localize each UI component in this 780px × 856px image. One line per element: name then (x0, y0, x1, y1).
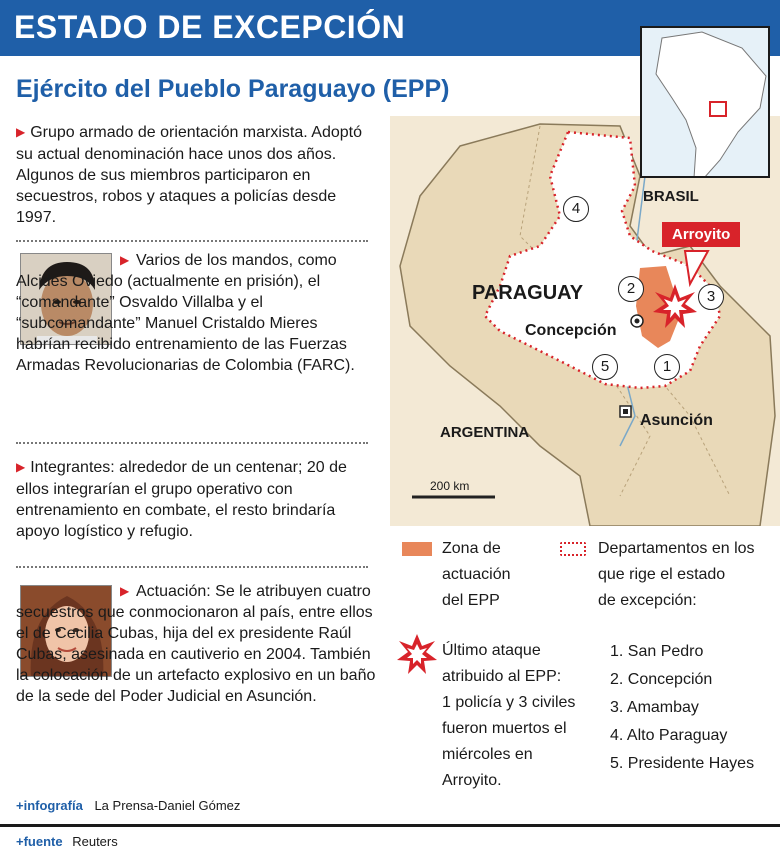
legend-dept-swatch (560, 542, 586, 556)
legend-attack-line: fueron muertos el (442, 720, 567, 737)
legend-zone-text (442, 536, 552, 614)
legend-dept-line: de excepción: (598, 592, 697, 609)
paragraph-text: Actuación: Se le atribuyen cuatro secuestros que conmocionaron al país, entre ellos el de Cecilia Cubas, hija del ex presidente Raúl Cubas, asesinada en cautiverio en 2004. También la colocación de un artefacto explosivo en un baño de la sede del Poder Judicial en Asunción. (16, 583, 376, 705)
dept-marker-1: 1 (654, 354, 680, 380)
department-item: 4. Alto Paraguay (610, 727, 728, 744)
legend-zone-swatch (402, 542, 432, 556)
label-brasil: BRASIL (643, 188, 699, 205)
department-item: 3. Amambay (610, 699, 699, 716)
legend-dept-line: Departamentos en los (598, 540, 755, 557)
label-concepcion: Concepción (525, 322, 617, 339)
label-argentina: ARGENTINA (440, 424, 530, 441)
legend-attack-line: Último ataque (442, 642, 541, 659)
dept-marker-2: 2 (618, 276, 644, 302)
legend-zone-line: del EPP (442, 592, 500, 609)
page-title: ESTADO DE EXCEPCIÓN (14, 9, 406, 45)
dept-marker-4: 4 (563, 196, 589, 222)
bullet-triangle-icon: ▶ (16, 125, 26, 139)
legend-attack-line: 1 policía y 3 civiles (442, 694, 576, 711)
divider (16, 240, 368, 242)
legend-attack-line: atribuido al EPP: (442, 668, 562, 685)
paragraph-group (16, 457, 376, 542)
credit-label: +infografía (16, 798, 83, 813)
legend-attack-text (442, 638, 592, 794)
bullet-triangle-icon: ▶ (120, 584, 130, 598)
legend-zone-line: actuación (442, 566, 511, 583)
paragraph-text: Integrantes: alrededor de un centenar; 20 de ellos integrarían el grupo operativo con entrenamiento en combate, el resto brindaría apoyo logístico y refugio. (16, 459, 347, 540)
label-asuncion: Asunción (640, 412, 713, 429)
dept-marker-3: 3 (698, 284, 724, 310)
legend-dept-line: que rige el estado (598, 566, 726, 583)
legend-dept-title (598, 536, 778, 614)
paragraph-text: Varios de los mandos, como Alcides Oviedo (actualmente en prisión), el “comandante” Osvaldo Villalba y el “subcomandante” Manuel Cristaldo Mieres habrían recibido entrenamiento de las Fuerzas Armadas Revolucionarias de Colombia (FARC). (16, 252, 355, 374)
credit-text: La Prensa-Daniel Gómez (94, 798, 241, 813)
legend-zone-line: Zona de (442, 540, 501, 557)
scale-label: 200 km (430, 479, 470, 493)
bullet-triangle-icon: ▶ (120, 253, 130, 267)
bullet-triangle-icon: ▶ (16, 460, 26, 474)
inset-locator-map (640, 26, 770, 178)
credit-fuente (16, 834, 118, 849)
divider (16, 442, 368, 444)
label-arroyito: Arroyito (662, 222, 740, 247)
paragraph-group (16, 122, 376, 228)
department-item: 5. Presidente Hayes (610, 755, 755, 772)
footer-divider (0, 824, 780, 827)
department-item: 2. Concepción (610, 671, 713, 688)
source-text: Reuters (72, 834, 118, 849)
credit-infografia (16, 798, 240, 813)
department-item: 1. San Pedro (610, 643, 704, 660)
legend-explosion-icon (395, 632, 439, 676)
legend-attack-line: Arroyito. (442, 772, 502, 789)
subtitle: Ejército del Pueblo Paraguayo (EPP) (16, 75, 450, 103)
divider (16, 566, 368, 568)
dept-marker-5: 5 (592, 354, 618, 380)
legend-departments-list (610, 638, 778, 778)
label-paraguay: PARAGUAY (472, 282, 584, 304)
source-label: +fuente (16, 834, 63, 849)
paragraph-text: Grupo armado de orientación marxista. Adoptó su actual denominación hace unos dos años. Algunos de sus miembros participaron en secuestros, robos y ataques a policías desde 1997. (16, 124, 362, 226)
legend-attack-line: miércoles en (442, 746, 533, 763)
